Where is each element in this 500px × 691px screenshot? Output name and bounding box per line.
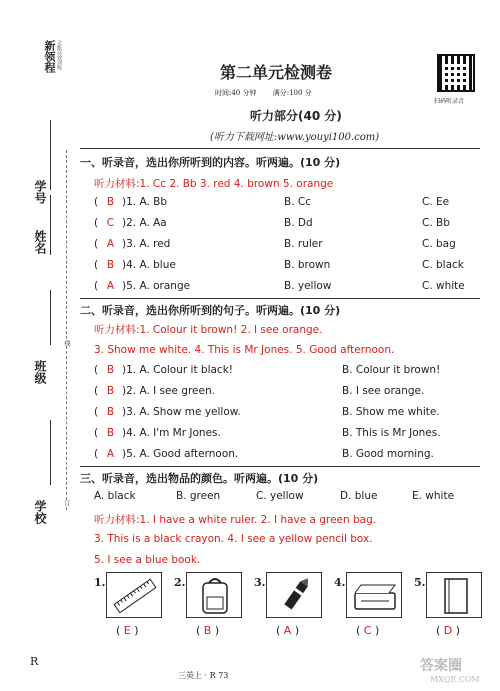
qr-code-icon[interactable]: [437, 54, 475, 92]
question-row: ( B )3. A. Show me yellow. B. Show me white.: [94, 406, 440, 418]
answer: B: [203, 624, 212, 637]
section-divider: [80, 466, 480, 467]
book-icon: [426, 572, 482, 618]
name-line: [50, 195, 51, 255]
option-c: C. white: [422, 280, 465, 292]
question-row: ( A )5. A. Good afternoon. B. Good morning.: [94, 448, 434, 460]
option-c: C. Bb: [422, 217, 450, 229]
class-label: 班级: [33, 360, 47, 384]
question-row: ( B )2. A. I see green. B. I see orange.: [94, 385, 425, 397]
picture-number: 4.: [334, 576, 346, 589]
section-1-title: 一、听录音，选出你所听到的内容。听两遍。(10 分): [80, 156, 341, 169]
answer: B: [106, 406, 115, 418]
answer: E: [123, 624, 131, 637]
option-a: )2. A. I see green.: [122, 385, 215, 397]
section-heading: 听力部分(40 分): [250, 109, 342, 123]
answer: B: [106, 385, 115, 397]
option-b: B. Show me white.: [342, 406, 440, 418]
number-line: [50, 120, 51, 190]
section-divider: [80, 298, 480, 299]
picture-number: 2.: [174, 576, 186, 589]
section-3-title: 三、听录音，选出物品的颜色。听两遍。(10 分): [80, 472, 319, 485]
answer: B: [106, 259, 115, 271]
exam-meta: [215, 88, 326, 98]
answer: B: [106, 196, 115, 208]
section-divider: [80, 148, 480, 149]
color-option: C. yellow: [256, 490, 304, 502]
crayon-icon: [266, 572, 322, 618]
brand-logo: 新领程: [43, 40, 56, 73]
question-row: ( B )1. A. Colour it black! B. Colour it brown!: [94, 364, 441, 376]
picture-item: 2. ( B ): [174, 572, 252, 624]
binding-margin: [0, 0, 72, 691]
option-a: )5. A. orange: [122, 280, 191, 292]
section-3-material-end: 5. I see a blue book.: [94, 554, 201, 566]
answer: B: [106, 427, 115, 439]
download-site: (听力下载网址:www.youyi100.com): [210, 132, 380, 143]
section-2-material-cont: 3. Show me white. 4. This is Mr Jones. 5. Good afternoon.: [94, 344, 395, 356]
full-score: 满分:100 分: [272, 89, 312, 97]
pencil-box-icon: [346, 572, 402, 618]
answer: C: [106, 217, 115, 229]
answer: B: [106, 364, 115, 376]
question-row: ( A )3. A. red B. ruler C. bag: [94, 238, 456, 250]
question-row: ( B )1. A. Bb B. Cc C. Ee: [94, 196, 450, 208]
answer: D: [443, 624, 453, 637]
class-line: [50, 290, 51, 345]
option-a: )3. A. Show me yellow.: [122, 406, 241, 418]
option-b: B. I see orange.: [342, 385, 425, 397]
question-row: ( B )4. A. blue B. brown C. black: [94, 259, 464, 271]
color-option: A. black: [94, 490, 136, 502]
answer: A: [106, 238, 115, 250]
option-c: C. bag: [422, 238, 456, 250]
picture-item: 5. ( D ): [414, 572, 492, 624]
school-label: 学校: [33, 500, 47, 524]
color-option: B. green: [176, 490, 221, 502]
option-a: )2. A. Aa: [122, 217, 167, 229]
seal-char-bind: 订: [63, 500, 70, 506]
option-a: )1. A. Bb: [122, 196, 167, 208]
cut-line: [66, 150, 67, 510]
question-row: ( C )2. A. Aa B. Dd C. Bb: [94, 217, 450, 229]
option-b: B. yellow: [284, 280, 332, 292]
watermark-url: MXQE.COM: [430, 675, 480, 684]
qr-caption: 扫码听录音: [434, 98, 465, 105]
option-b: B. Dd: [284, 217, 313, 229]
ruler-icon: [106, 572, 162, 618]
option-b: B. Colour it brown!: [342, 364, 441, 376]
picture-number: 5.: [414, 576, 426, 589]
watermark: 答案圈: [420, 658, 462, 674]
picture-item: 1. ( E ): [94, 572, 172, 624]
section-3-material: 听力材料:1. I have a white ruler. 2. I have a green bag.: [94, 514, 377, 526]
option-b: B. This is Mr Jones.: [342, 427, 441, 439]
edition-letter: R: [30, 655, 39, 668]
time-limit: 时间:40 分钟: [215, 89, 257, 97]
option-b: B. ruler: [284, 238, 323, 250]
option-a: )4. A. blue: [122, 259, 176, 271]
student-name-label: 姓名: [33, 230, 47, 254]
option-b: B. Cc: [284, 196, 311, 208]
section-1-material: 听力材料:1. Cc 2. Bb 3. red 4. brown 5. orange: [94, 178, 334, 190]
color-option: E. white: [412, 490, 455, 502]
page-footer: 三英上 · R 73: [178, 671, 229, 680]
option-a: )1. A. Colour it black!: [122, 364, 233, 376]
option-c: C. Ee: [422, 196, 450, 208]
color-option: D. blue: [340, 490, 378, 502]
question-row: ( B )4. A. I'm Mr Jones. B. This is Mr Jones.: [94, 427, 441, 439]
answer: A: [106, 280, 115, 292]
picture-number: 3.: [254, 576, 266, 589]
option-a: )4. A. I'm Mr Jones.: [122, 427, 221, 439]
section-2-material: 听力材料:1. Colour it brown! 2. I see orange.: [94, 324, 323, 336]
section-2-title: 二、听录音，选出你所听到的句子。听两遍。(10 分): [80, 304, 341, 317]
option-a: )3. A. red: [122, 238, 171, 250]
page-title: 第二单元检测卷: [220, 63, 333, 82]
option-b: B. brown: [284, 259, 331, 271]
option-c: C. black: [422, 259, 464, 271]
answer: C: [363, 624, 372, 637]
seal-char-line: 线: [63, 340, 70, 346]
bag-icon: [186, 572, 242, 618]
student-number-label: 学号: [33, 180, 47, 204]
picture-item: 4. ( C ): [334, 572, 412, 624]
answer: A: [106, 448, 115, 460]
picture-number: 1.: [94, 576, 106, 589]
option-a: )5. A. Good afternoon.: [122, 448, 239, 460]
question-row: ( A )5. A. orange B. yellow C. white: [94, 280, 465, 292]
option-b: B. Good morning.: [342, 448, 434, 460]
section-3-material-cont: 3. This is a black crayon. 4. I see a yellow pencil box.: [94, 533, 373, 545]
answer: A: [283, 624, 292, 637]
school-line: [50, 420, 51, 485]
picture-item: 3. ( A ): [254, 572, 332, 624]
brand-subtitle: 全能高效训练: [56, 40, 62, 70]
